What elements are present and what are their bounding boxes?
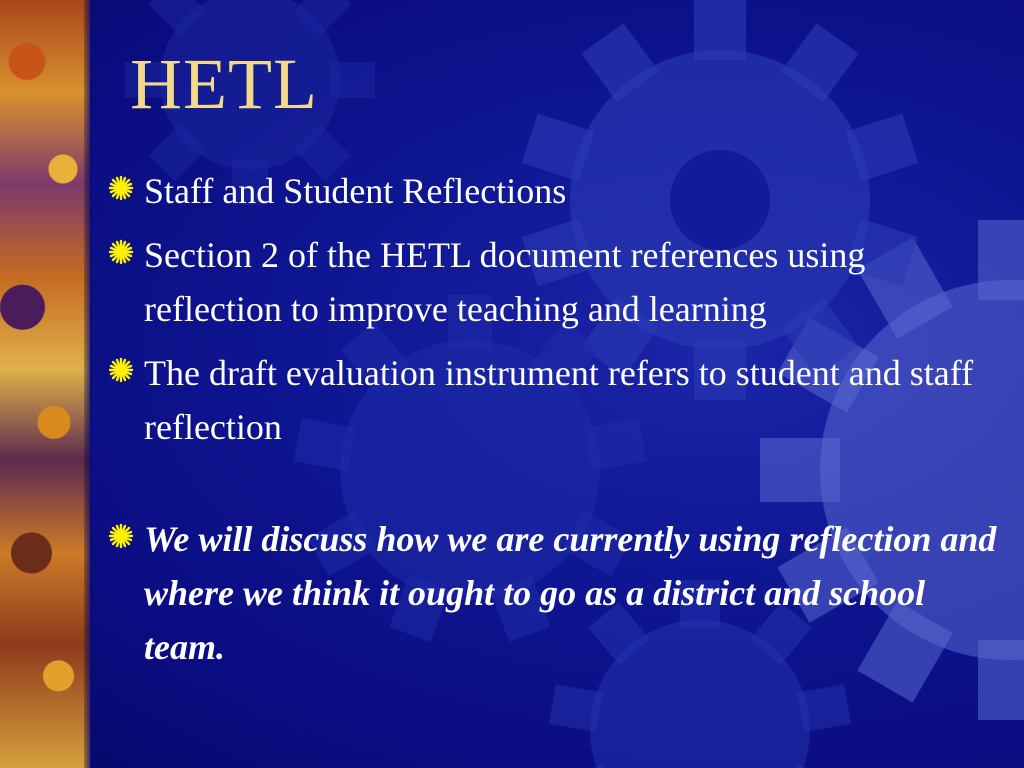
bullet-text: Staff and Student Reflections [144, 171, 567, 211]
bullet-item [108, 346, 998, 454]
bullet-item [108, 164, 998, 218]
sidebar-edge [84, 0, 92, 768]
bullet-list [108, 164, 998, 674]
sunburst-bullet-icon [108, 239, 134, 265]
bullet-text: We will discuss how we are currently using reflection and where we think it ought to go as a district and school team. [144, 519, 997, 667]
bullet-text: The draft evaluation instrument refers to student and staff reflection [144, 353, 974, 447]
sunburst-bullet-icon [108, 523, 134, 549]
bullet-item [108, 228, 998, 336]
sunburst-bullet-icon [108, 175, 134, 201]
bullet-text: Section 2 of the HETL document references using reflection to improve teaching and learning [144, 235, 866, 329]
slide-title: HETL [130, 44, 318, 124]
decorative-sidebar [0, 0, 90, 768]
bullet-item-emphasis [108, 512, 998, 674]
sunburst-bullet-icon [108, 357, 134, 383]
